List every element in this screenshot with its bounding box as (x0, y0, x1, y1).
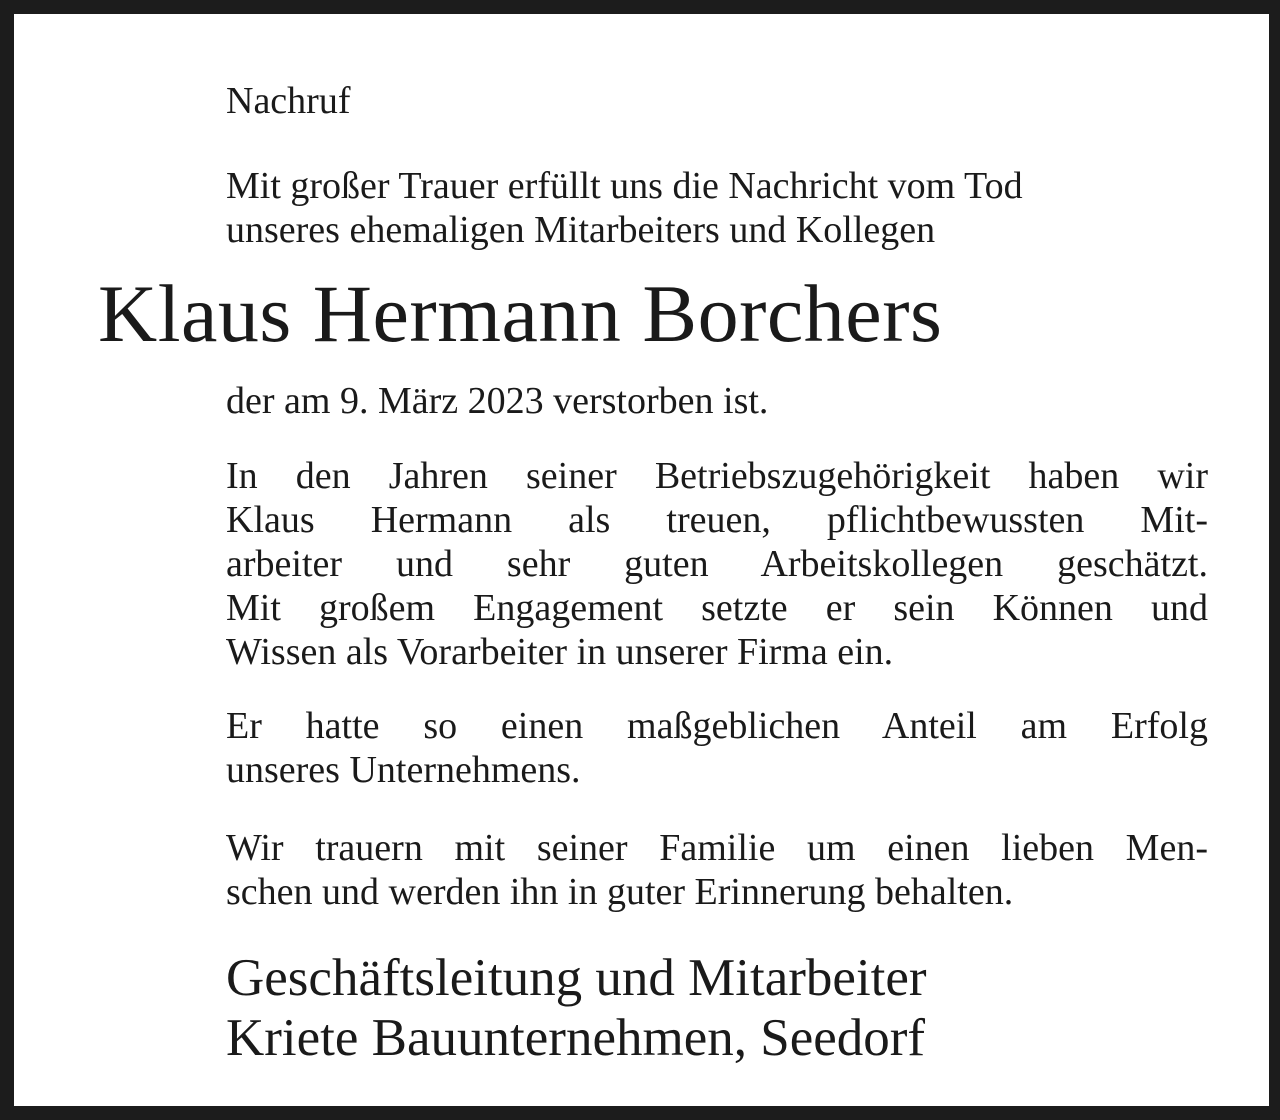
contribution-paragraph (226, 704, 1208, 792)
signature-line: Geschäftsleitung und Mitarbeiter (226, 949, 927, 1007)
paragraph-line: unseres Unternehmens. (226, 749, 581, 791)
paragraph-line: Wissen als Vorarbeiter in unserer Firma ein. (226, 631, 894, 673)
paragraph-line: schen und werden ihn in guter Erinnerung behalten. (226, 871, 1014, 913)
intro-line: unseres ehemaligen Mitarbeiters und Kollegen (226, 209, 936, 251)
signature-block (226, 948, 1208, 1068)
deceased-name: Klaus Hermann Borchers (98, 268, 943, 359)
paragraph-line: In den Jahren seiner Betriebszugehörigkeit haben wir (226, 455, 1208, 497)
paragraph-line: Klaus Hermann als treuen, pflichtbewussten Mit- (226, 499, 1208, 541)
signature-line: Kriete Bauunternehmen, Seedorf (226, 1009, 926, 1067)
paragraph-line: Wir trauern mit seiner Familie um einen lieben Men- (226, 827, 1208, 869)
intro-line: Mit großer Trauer erfüllt uns die Nachricht vom Tod (226, 165, 1023, 207)
tribute-paragraph (226, 454, 1208, 674)
mourning-paragraph (226, 826, 1208, 914)
death-date-line: der am 9. März 2023 verstorben ist. (226, 380, 769, 422)
paragraph-line: Mit großem Engagement setzte er sein Können und (226, 587, 1208, 629)
paragraph-line: Er hatte so einen maßgeblichen Anteil am Erfolg (226, 705, 1208, 747)
notice-heading: Nachruf (226, 80, 351, 122)
paragraph-line: arbeiter und sehr guten Arbeitskollegen geschätzt. (226, 543, 1208, 585)
intro-text (226, 164, 1208, 252)
